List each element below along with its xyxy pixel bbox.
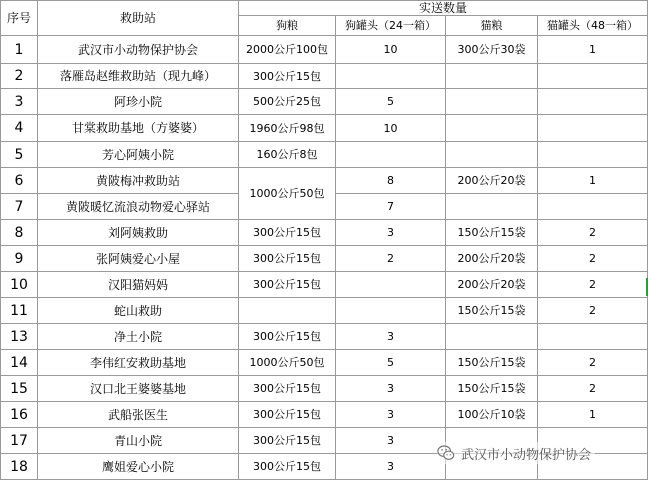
- row-dog-food: 160公斤8包: [239, 142, 336, 168]
- row-station: 芳心阿姨小院: [38, 142, 239, 168]
- row-station: 鹰姐爱心小院: [38, 454, 239, 480]
- row-dog-food: 300公斤15包: [239, 324, 336, 350]
- row-dog-can: 3: [336, 402, 446, 428]
- header-cat-can: 猫罐头（48一箱）: [538, 16, 648, 36]
- row-station: 汉口北王婆婆基地: [38, 376, 239, 402]
- row-station: 武汉市小动物保护协会: [38, 36, 239, 64]
- row-dog-food: 300公斤15包: [239, 428, 336, 454]
- row-cat-food: [446, 142, 538, 168]
- row-no: 5: [1, 142, 38, 168]
- row-dog-can: 3: [336, 454, 446, 480]
- row-cat-can: 2: [538, 298, 648, 324]
- row-no: 8: [1, 220, 38, 246]
- row-dog-food: [239, 298, 336, 324]
- header-dog-can: 狗罐头（24一箱）: [336, 16, 446, 36]
- row-cat-food: 150公斤15袋: [446, 298, 538, 324]
- row-cat-food: 150公斤15袋: [446, 220, 538, 246]
- table-row: [1, 298, 648, 324]
- row-station: 张阿姨爱心小屋: [38, 246, 239, 272]
- row-dog-can: 3: [336, 428, 446, 454]
- row-no: 14: [1, 350, 38, 376]
- table-row: [1, 246, 648, 272]
- row-station: 汉阳猫妈妈: [38, 272, 239, 298]
- header-no: 序号: [1, 1, 38, 36]
- row-no: 4: [1, 115, 38, 142]
- watermark-text: 武汉市小动物保护协会: [461, 447, 592, 463]
- row-no: 18: [1, 454, 38, 480]
- header-row-1: [1, 1, 648, 16]
- row-cat-food: [446, 115, 538, 142]
- row-cat-food: [446, 194, 538, 220]
- table-row: [1, 376, 648, 402]
- header-station: 救助站: [38, 1, 239, 36]
- row-station: 黄陂暖忆流浪动物爱心驿站: [38, 194, 239, 220]
- row-station: 阿珍小院: [38, 89, 239, 115]
- row-dog-food: 300公斤15包: [239, 376, 336, 402]
- row-cat-can: 2: [538, 220, 648, 246]
- row-cat-can: 2: [538, 350, 648, 376]
- row-dog-can: 5: [336, 350, 446, 376]
- row-cat-food: 100公斤10袋: [446, 402, 538, 428]
- row-dog-food: 2000公斤100包: [239, 36, 336, 64]
- row-no: 3: [1, 89, 38, 115]
- row-dog-can: [336, 298, 446, 324]
- row-dog-food: 1000公斤50包: [239, 350, 336, 376]
- row-no: 11: [1, 298, 38, 324]
- row-dog-can: [336, 142, 446, 168]
- row-station: 落雁岛赵维救助站（现九峰）: [38, 64, 239, 89]
- row-dog-food: 300公斤15包: [239, 246, 336, 272]
- row-no: 15: [1, 376, 38, 402]
- table-row: [1, 272, 648, 298]
- row-dog-can: [336, 64, 446, 89]
- table-row: [1, 115, 648, 142]
- row-cat-food: [446, 324, 538, 350]
- row-dog-can: 2: [336, 246, 446, 272]
- row-dog-can: 10: [336, 115, 446, 142]
- row-station: 黄陂梅冲救助站: [38, 168, 239, 194]
- row-station: 甘棠救助基地（方婆婆）: [38, 115, 239, 142]
- row-cat-food: 150公斤15袋: [446, 350, 538, 376]
- watermark: [437, 442, 595, 464]
- header-cat-food: 猫粮: [446, 16, 538, 36]
- row-no: 2: [1, 64, 38, 89]
- row-cat-food: 200公斤20袋: [446, 168, 538, 194]
- table-row: [1, 64, 648, 89]
- wechat-icon: [437, 444, 455, 462]
- row-cat-can: 2: [538, 272, 648, 298]
- row-dog-can: 5: [336, 89, 446, 115]
- row-cat-can: 1: [538, 36, 648, 64]
- row-station: 武船张医生: [38, 402, 239, 428]
- row-no: 17: [1, 428, 38, 454]
- row-cat-can: 1: [538, 168, 648, 194]
- row-dog-food: 300公斤15包: [239, 272, 336, 298]
- row-cat-food: 200公斤20袋: [446, 272, 538, 298]
- row-no: 16: [1, 402, 38, 428]
- table-row: [1, 350, 648, 376]
- row-cat-can: 1: [538, 402, 648, 428]
- row-dog-food: 300公斤15包: [239, 402, 336, 428]
- row-dog-food: 300公斤15包: [239, 64, 336, 89]
- table-row: [1, 36, 648, 64]
- table-row: [1, 324, 648, 350]
- table-row: [1, 142, 648, 168]
- row-cat-can: 2: [538, 246, 648, 272]
- row-dog-food: 500公斤25包: [239, 89, 336, 115]
- row-dog-can: 7: [336, 194, 446, 220]
- header-dog-food: 狗粮: [239, 16, 336, 36]
- row-dog-can: [336, 272, 446, 298]
- row-cat-can: [538, 194, 648, 220]
- header-group: 实送数量: [239, 1, 648, 16]
- row-cat-can: [538, 115, 648, 142]
- table-row: [1, 402, 648, 428]
- row-cat-can: [538, 142, 648, 168]
- row-cat-can: [538, 64, 648, 89]
- row-dog-food: 1960公斤98包: [239, 115, 336, 142]
- row-dog-can: 10: [336, 36, 446, 64]
- row-no: 10: [1, 272, 38, 298]
- row-cat-food: 150公斤15袋: [446, 376, 538, 402]
- row-no: 1: [1, 36, 38, 64]
- row-cat-food: 300公斤30袋: [446, 36, 538, 64]
- row-cat-food: [446, 64, 538, 89]
- table-row: [1, 168, 648, 194]
- row-cat-food: 200公斤20袋: [446, 246, 538, 272]
- row-dog-can: 3: [336, 220, 446, 246]
- row-no: 13: [1, 324, 38, 350]
- row-cat-can: 2: [538, 376, 648, 402]
- row-cat-can: [538, 324, 648, 350]
- row-station: 净土小院: [38, 324, 239, 350]
- row-dog-food: 300公斤15包: [239, 220, 336, 246]
- row-cat-can: [538, 89, 648, 115]
- row-dog-can: 3: [336, 324, 446, 350]
- row-station: 青山小院: [38, 428, 239, 454]
- row-dog-food: 300公斤15包: [239, 454, 336, 480]
- row-cat-food: [446, 89, 538, 115]
- cell-selection-marker: [646, 278, 648, 296]
- row-no: 9: [1, 246, 38, 272]
- row-station: 刘阿姨救助: [38, 220, 239, 246]
- row-no: 7: [1, 194, 38, 220]
- row-station: 李伟红安救助基地: [38, 350, 239, 376]
- row-no: 6: [1, 168, 38, 194]
- row-station: 蛇山救助: [38, 298, 239, 324]
- row-dog-can: 3: [336, 376, 446, 402]
- table-row: [1, 220, 648, 246]
- table-row: [1, 89, 648, 115]
- row-dog-can: 8: [336, 168, 446, 194]
- row-dog-food: 1000公斤50包: [239, 168, 336, 220]
